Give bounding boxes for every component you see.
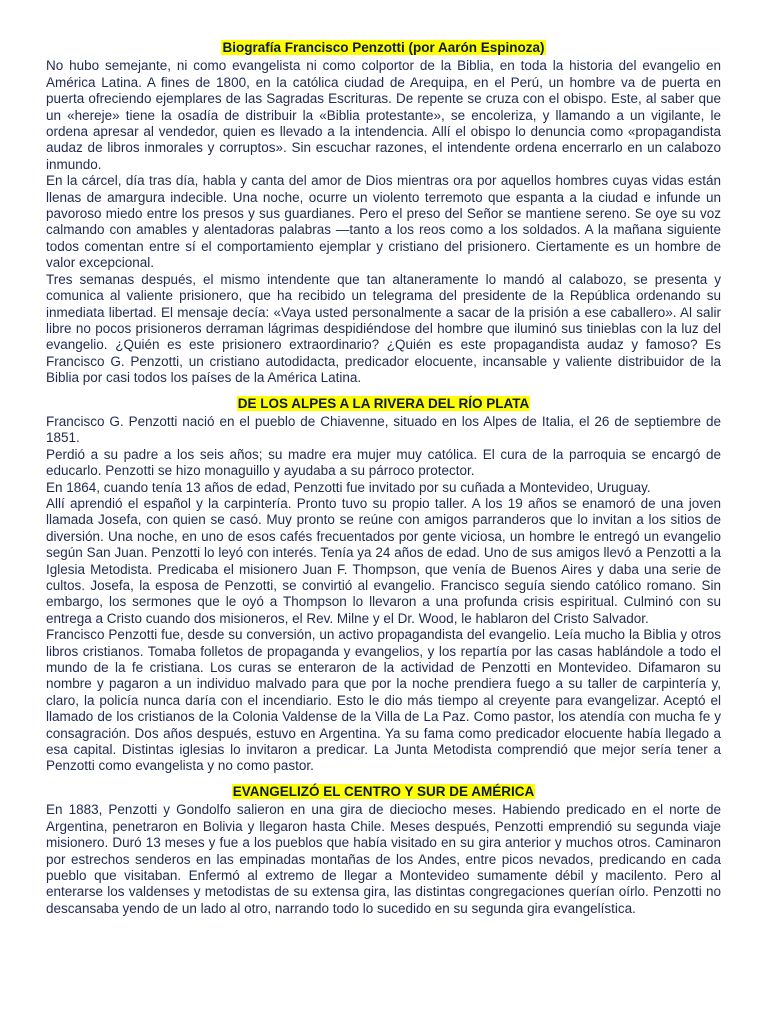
paragraph: Allí aprendió el español y la carpintería. Pronto tuvo su propio taller. A los 19 años se enamoró de una joven llamada Josefa, con quien se casó. Muy pronto se reúne con amigos parranderos que lo invitan a los sitios de diversión. Una noche, en uno de esos cafés frecuentados por gente viciosa, un hombre le entregó un evangelio según San Juan. Penzotti lo leyó con interés. Tenía ya 24 años de edad. Uno de sus amigos llevó a Penzotti a la Iglesia Metodista. Predicaba el misionero Juan F. Thompson, que venía de Buenos Aires y daba una serie de cultos. Josefa, la esposa de Penzotti, se convirtió al evangelio. Francisco seguía siendo católico romano. Sin embargo, los sermones que le oyó a Thompson lo llevaron a una profunda crisis espiritual. Culminó con su entrega a Cristo cuando dos misioneros, el Rev. Milne y el Dr. Wood, le hablaron del Cristo Salvador. [46,495,721,626]
paragraph: Tres semanas después, el mismo intendente que tan altaneramente lo mandó al calabozo, se presenta y comunica al valiente prisionero, que ha recibido un telegrama del presidente de la República ordenando su inmediata libertad. El mensaje decía: «Vaya usted personalmente a sacar de la prisión a ese caballero». Al salir libre no pocos prisioneros derraman lágrimas despidiéndose del hombre que iluminó sus tinieblas con la luz del evangelio. ¿Quién es este prisionero extraordinario? ¿Quién es este propagandista audaz y famoso? Es Francisco G. Penzotti, un cristiano autodidacta, predicador elocuente, incansable y valiente distribuidor de la Biblia por casi todos los países de la América Latina. [46,271,721,386]
section-heading: Biografía Francisco Penzotti (por Aarón Espinoza) [222,40,545,55]
section-heading: DE LOS ALPES A LA RIVERA DEL RÍO PLATA [237,395,530,411]
section-biography [46,40,721,387]
paragraph: Perdió a su padre a los seis años; su madre era mujer muy católica. El cura de la parroquia se encargó de educarlo. Penzotti se hizo monaguillo y ayudaba a su párroco protector. [46,446,721,479]
section-heading: EVANGELIZÓ EL CENTRO Y SUR DE AMÉRICA [232,783,535,799]
paragraph: Francisco Penzotti fue, desde su conversión, un activo propagandista del evangelio. Leía mucho la Biblia y otros libros cristianos. Tomaba folletos de propaganda y evangelios, y los repartía por las casas hablándole a todo el mundo de la fe cristiana. Los curas se enteraron de la actividad de Penzotti en Montevideo. Difamaron su nombre y pagaron a un individuo malvado para que por la noche prendiera fuego a su taller de carpintería y, claro, la policía nunca daría con el incendiario. Esto le dio más tiempo al creyente para evangelizar. Aceptó el llamado de los cristianos de la Colonia Valdense de la Villa de La Paz. Como pastor, los atendía con mucha fe y consagración. Dos años después, estuvo en Argentina. Ya su fama como predicador elocuente había llegado a esa capital. Distintas iglesias lo invitaron a predicar. La Junta Metodista comprendió que mejor sería tener a Penzotti como evangelista y no como pastor. [46,627,721,774]
section-evangelized-americas [46,784,721,917]
paragraph: No hubo semejante, ni como evangelista ni como colportor de la Biblia, en toda la historia del evangelio en América Latina. A fines de 1800, en la católica ciudad de Arequipa, en el Perú, un hombre va de puerta en puerta ofreciendo ejemplares de las Sagradas Escrituras. De repente se cruza con el obispo. Este, al saber que un «hereje» tiene la osadía de distribuir la «Biblia protestante», se encoleriza, y llamando a un vigilante, le ordena apresar al vendedor, quien es llevado a la intendencia. Allí el obispo lo denuncia como «propagandista audaz de libros inmorales y corruptos». Sin escuchar razones, el intendente ordena encerrarlo en un calabozo inmundo. [46,58,721,172]
section-alps-to-plata [46,396,721,775]
document-page [46,40,721,917]
paragraph: Francisco G. Penzotti nació en el pueblo de Chiavenne, situado en los Alpes de Italia, el 26 de septiembre de 1851. [46,413,721,446]
paragraph: En 1883, Penzotti y Gondolfo salieron en una gira de dieciocho meses. Habiendo predicado en el norte de Argentina, penetraron en Bolivia y llegaron hasta Chile. Meses después, Penzotti emprendió su segunda viaje misionero. Duró 13 meses y fue a los pueblos que había visitado en su gira anterior y muchos otros. Caminaron por estrechos senderos en las empinadas montañas de los Andes, entre picos nevados, predicando en cada pueblo que visitaban. Enfermó al extremo de llegar a Montevideo sumamente débil y macilento. Pero al enterarse los valdenses y metodistas de su extensa gira, las distintas congregaciones querían oírlo. Penzotti no descansaba yendo de un lado al otro, narrando todo lo sucedido en su segunda gira evangelística. [46,802,721,916]
paragraph: En 1864, cuando tenía 13 años de edad, Penzotti fue invitado por su cuñada a Montevideo, Uruguay. [46,479,651,495]
paragraph: En la cárcel, día tras día, habla y canta del amor de Dios mientras ora por aquellos hombres cuyas vidas están llenas de amargura indecible. Una noche, ocurre un violento terremoto que espanta a la ciudad e infunde un pavoroso miedo entre los presos y sus guardianes. Pero el preso del Señor se mantiene sereno. Se oye su voz calmando con amables y alentadoras palabras —tanto a los reos como a los soldados. A la mañana siguiente todos comentan entre sí el comportamiento ejemplar y cristiano del prisionero. Ciertamente es un hombre de valor excepcional. [46,173,721,271]
